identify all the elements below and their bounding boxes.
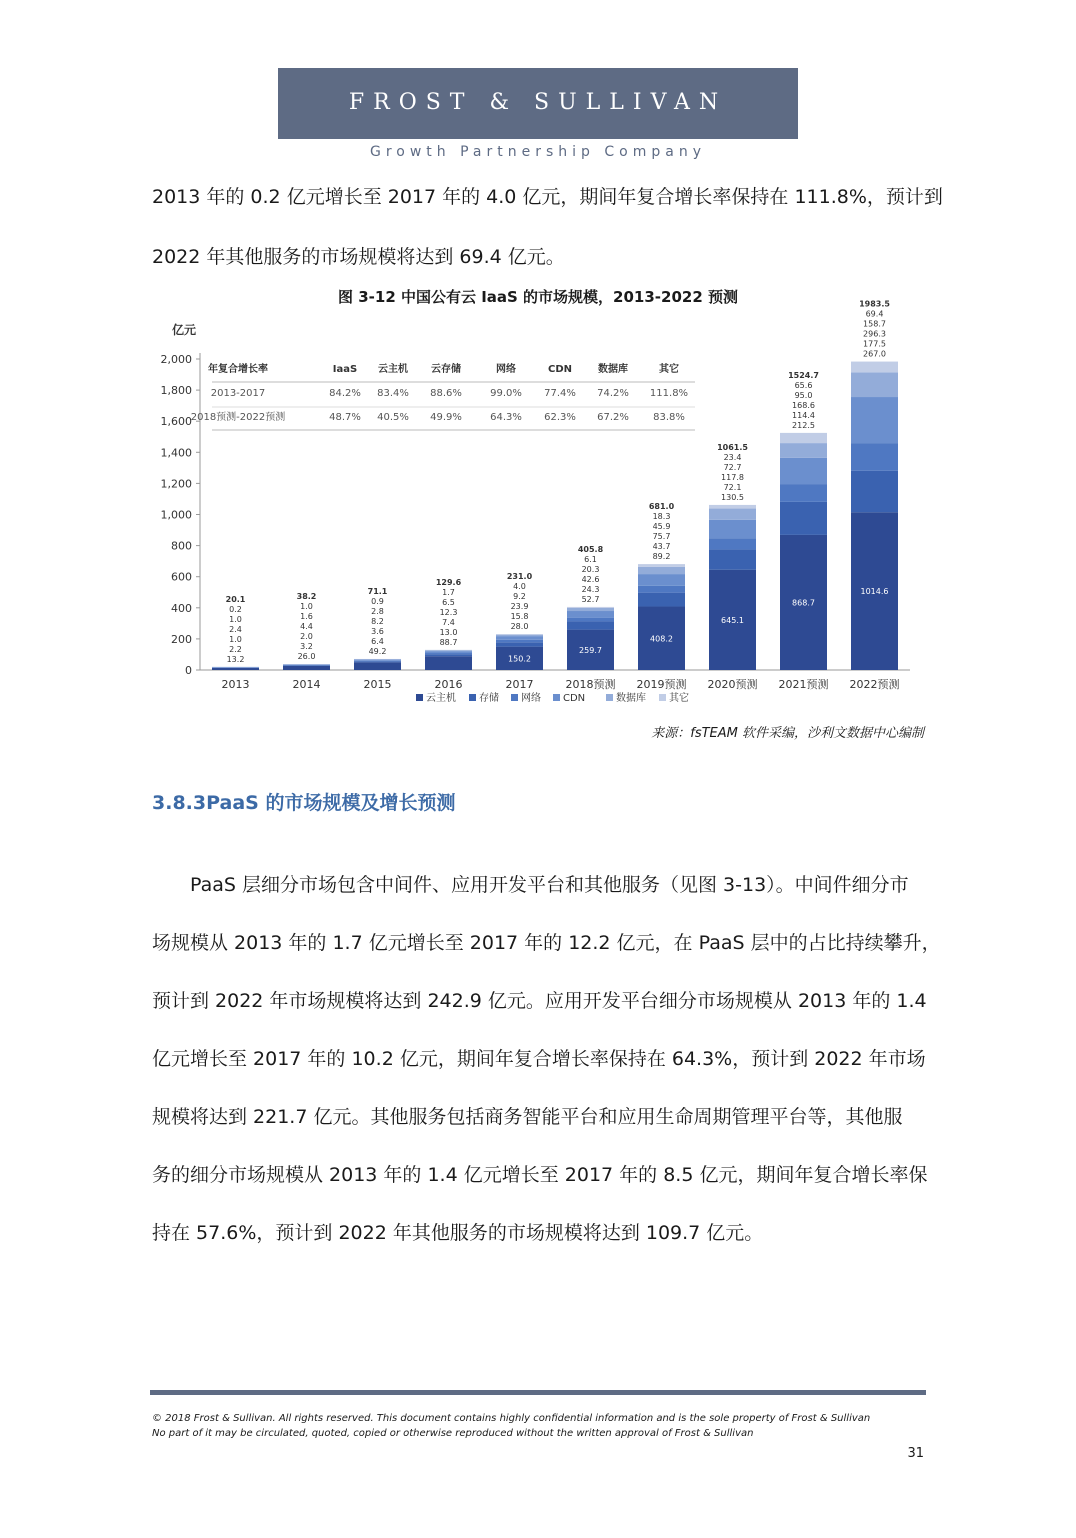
x-tick-label: 2014 (292, 678, 321, 691)
data-label: 24.3 (581, 584, 600, 594)
data-label: 23.9 (510, 602, 529, 612)
bar-segment (709, 520, 756, 538)
x-tick-label: 2013 (221, 678, 250, 691)
bar-segment (425, 653, 472, 654)
data-label: 4.0 (513, 582, 526, 592)
bar-segment (638, 574, 685, 586)
table-header-cell: 云存储 (431, 364, 461, 375)
bar-segment (567, 611, 614, 618)
legend-swatch (606, 694, 613, 701)
data-label: 4.4 (300, 622, 313, 632)
x-tick-label: 2017 (505, 678, 534, 691)
data-label: 3.2 (300, 642, 313, 652)
table-cell: 83.4% (377, 388, 409, 399)
y-tick-label: 400 (171, 601, 192, 615)
data-label: 150.2 (508, 654, 531, 664)
bar-segment (638, 593, 685, 607)
table-cell: 62.3% (544, 412, 576, 423)
x-tick-label: 2016 (434, 678, 463, 691)
data-label: 1.0 (300, 602, 313, 612)
data-label: 212.5 (792, 420, 815, 430)
bar-segment (283, 666, 330, 670)
bar-segment (354, 659, 401, 660)
total-label: 20.1 (225, 594, 246, 604)
bar-segment (709, 509, 756, 520)
intro-line-2: 2022 年其他服务的市场规模将达到 69.4 亿元。 (152, 246, 565, 268)
bar-segment (425, 656, 472, 670)
y-unit-label: 亿元 (172, 323, 197, 337)
footer-copyright: © 2018 Frost & Sullivan. All rights reserved. This document contains highly confidential information and is the sole property of Frost & Sullivan (152, 1413, 871, 1424)
total-label: 129.6 (435, 577, 462, 587)
chart-svg (150, 299, 926, 714)
data-label: 177.5 (863, 339, 886, 349)
data-label: 72.7 (723, 462, 742, 472)
bar-segment (567, 618, 614, 622)
bar-segment (638, 564, 685, 567)
table-header-cell: 其它 (659, 364, 679, 375)
data-label: 49.2 (368, 646, 387, 656)
bar-segment (780, 458, 827, 484)
data-label: 2.8 (371, 606, 384, 616)
data-label: 259.7 (579, 645, 602, 655)
data-label: 43.7 (652, 542, 671, 552)
data-label: 69.4 (865, 309, 884, 319)
legend-swatch (416, 694, 423, 701)
data-label: 2.2 (229, 644, 242, 654)
bar-segment (851, 471, 898, 513)
data-label: 28.0 (510, 622, 529, 632)
section-heading: 3.8.3PaaS 的市场规模及增长预测 (152, 792, 456, 814)
bar-segment (567, 608, 614, 611)
table-cell: 64.3% (490, 412, 522, 423)
data-label: 18.3 (652, 512, 671, 522)
y-tick-label: 2,000 (160, 353, 192, 366)
bar-segment (425, 651, 472, 653)
legend-swatch (659, 694, 666, 701)
bar-segment (567, 621, 614, 629)
data-label: 158.7 (863, 319, 886, 329)
data-label: 168.6 (792, 400, 815, 410)
bar-segment (780, 484, 827, 502)
bar-segment (425, 650, 472, 651)
bar-segment (283, 665, 330, 666)
body-line-6: 务的细分市场规模从 2013 年的 1.4 亿元增长至 2017 年的 8.5 亿元，期间年复合增长率保 (152, 1164, 928, 1186)
bar-segment (354, 661, 401, 662)
bar-segment (851, 443, 898, 471)
body-line-2: 场规模从 2013 年的 1.7 亿元增长至 2017 年的 12.2 亿元，在 PaaS 层中的占比持续攀升， (152, 932, 941, 954)
bar-segment (780, 443, 827, 458)
legend-label: 云主机 (426, 693, 456, 704)
body-line-1: PaaS 层细分市场包含中间件、应用开发平台和其他服务（见图 3-13）。中间件细分市 (190, 874, 909, 896)
data-label: 2.4 (229, 624, 242, 634)
total-label: 71.1 (367, 586, 388, 596)
y-tick-label: 1,000 (160, 508, 192, 522)
bar-segment (638, 586, 685, 593)
data-label: 2.0 (300, 632, 313, 642)
bar-segment (496, 642, 543, 646)
body-line-3: 预计到 2022 年市场规模将达到 242.9 亿元。应用开发平台细分市场规模从 2013 年的 1.4 (152, 990, 927, 1012)
body-line-4: 亿元增长至 2017 年的 10.2 亿元，期间年复合增长率保持在 64.3%，预计到 2022 年市场 (152, 1048, 926, 1070)
data-label: 868.7 (792, 598, 815, 608)
table-cell: 99.0% (490, 388, 522, 399)
bar-segment (851, 362, 898, 373)
y-tick-label: 0 (185, 664, 192, 677)
y-tick-label: 800 (171, 539, 192, 553)
data-label: 1.0 (229, 614, 242, 624)
data-label: 0.9 (371, 596, 384, 606)
bar-segment (354, 662, 401, 670)
data-label: 8.2 (371, 616, 384, 626)
data-label: 12.3 (439, 607, 458, 617)
table-header-cell: IaaS (332, 364, 358, 375)
data-label: 0.2 (229, 604, 242, 614)
data-label: 114.4 (792, 410, 815, 420)
data-label: 95.0 (794, 390, 813, 400)
legend-label: 存储 (479, 693, 499, 704)
data-label: 117.8 (721, 472, 744, 482)
data-label: 9.2 (513, 592, 526, 602)
data-label: 7.4 (442, 617, 455, 627)
data-label: 6.1 (584, 554, 597, 564)
table-cell: 88.6% (430, 388, 462, 399)
table-cell: 49.9% (430, 412, 462, 423)
legend-swatch (553, 694, 560, 701)
data-label: 296.3 (863, 329, 886, 339)
data-label: 408.2 (650, 634, 673, 644)
data-label: 1.0 (229, 634, 242, 644)
data-label: 6.4 (371, 636, 384, 646)
table-cell: 2013-2017 (210, 388, 266, 399)
chart (150, 299, 926, 714)
data-label: 26.0 (297, 652, 316, 662)
legend-label: 其它 (669, 693, 689, 704)
x-tick-label: 2019预测 (636, 678, 687, 691)
data-label: 13.0 (439, 627, 458, 637)
bar-segment (212, 668, 259, 670)
table-cell: 67.2% (597, 412, 629, 423)
bar-segment (851, 372, 898, 397)
y-tick-label: 1,200 (160, 477, 192, 491)
x-tick-label: 2021预测 (778, 678, 829, 691)
data-label: 130.5 (721, 492, 744, 502)
legend-label: 网络 (521, 693, 541, 704)
table-cell: 74.2% (597, 388, 629, 399)
figure-title: 图 3-12 中国公有云 IaaS 的市场规模，2013-2022 预测 (338, 288, 738, 306)
data-label: 65.6 (794, 380, 813, 390)
bar-segment (780, 433, 827, 443)
table-header-cell: 年复合增长率 (208, 364, 268, 375)
table-header-cell: 云主机 (378, 364, 408, 375)
bar-segment (212, 667, 259, 668)
logo-text: FROST & SULLIVAN (348, 90, 728, 115)
bar-segment (425, 654, 472, 656)
data-label: 1014.6 (860, 587, 889, 597)
table-cell: 2018预测-2022预测 (190, 412, 286, 423)
table-cell: 83.8% (653, 412, 685, 423)
logo-banner (278, 68, 798, 139)
table-cell: 40.5% (377, 412, 409, 423)
bar-segment (709, 538, 756, 549)
legend-label: 数据库 (616, 693, 646, 704)
total-label: 38.2 (296, 592, 317, 602)
data-label: 45.9 (652, 522, 671, 532)
logo-tagline: Growth Partnership Company (369, 144, 706, 160)
data-label: 6.5 (442, 597, 455, 607)
bar-segment (496, 640, 543, 642)
bar-segment (638, 567, 685, 574)
total-label: 1524.7 (788, 370, 819, 380)
x-tick-label: 2015 (363, 678, 392, 691)
x-tick-label: 2022预测 (849, 678, 900, 691)
y-tick-label: 1,400 (160, 446, 192, 460)
bar-segment (496, 635, 543, 636)
y-tick-label: 1,800 (160, 384, 192, 398)
table-header-cell: 网络 (496, 364, 516, 375)
bar-segment (567, 607, 614, 608)
table-header-cell: 数据库 (598, 364, 628, 375)
total-label: 1983.5 (859, 299, 890, 309)
figure-source: 来源：fsTEAM 软件采编，沙利文数据中心编制 (651, 726, 924, 741)
table-cell: 77.4% (544, 388, 576, 399)
data-label: 3.6 (371, 626, 384, 636)
bar-segment (354, 661, 401, 662)
y-tick-label: 200 (171, 632, 192, 646)
page-number: 31 (907, 1446, 924, 1461)
y-tick-label: 600 (171, 570, 192, 584)
data-label: 23.4 (723, 452, 742, 462)
data-label: 42.6 (581, 574, 600, 584)
bar-segment (496, 634, 543, 635)
body-line-7: 持在 57.6%，预计到 2022 年其他服务的市场规模将达到 109.7 亿元。 (152, 1222, 764, 1244)
bar-segment (709, 549, 756, 569)
data-label: 267.0 (863, 349, 886, 359)
footer-rule (150, 1390, 926, 1395)
legend-swatch (511, 694, 518, 701)
data-label: 15.8 (510, 612, 529, 622)
total-label: 681.0 (648, 502, 675, 512)
legend-swatch (469, 694, 476, 701)
data-label: 88.7 (439, 637, 458, 647)
bar-segment (851, 397, 898, 443)
footer-notice: No part of it may be circulated, quoted, copied or otherwise reproduced without the written approval of Frost & Sullivan (152, 1428, 754, 1439)
data-label: 89.2 (652, 552, 671, 562)
data-label: 72.1 (723, 482, 742, 492)
bar-segment (496, 636, 543, 640)
total-label: 231.0 (506, 572, 533, 582)
data-label: 13.2 (226, 654, 245, 664)
body-line-5: 规模将达到 221.7 亿元。其他服务包括商务智能平台和应用生命周期管理平台等，其他服 (152, 1106, 903, 1128)
data-label: 52.7 (581, 594, 600, 604)
intro-line-1: 2013 年的 0.2 亿元增长至 2017 年的 4.0 亿元，期间年复合增长率保持在 111.8%，预计到 (152, 186, 943, 208)
x-tick-label: 2018预测 (565, 678, 616, 691)
table-cell: 48.7% (329, 412, 361, 423)
table-cell: 111.8% (649, 388, 689, 399)
bar-segment (780, 502, 827, 535)
data-label: 20.3 (581, 564, 600, 574)
bar-segment (354, 660, 401, 661)
table-cell: 84.2% (329, 388, 361, 399)
x-tick-label: 2020预测 (707, 678, 758, 691)
total-label: 1061.5 (717, 442, 748, 452)
data-label: 1.7 (442, 587, 455, 597)
data-label: 1.6 (300, 612, 313, 622)
bar-segment (709, 505, 756, 509)
data-label: 645.1 (721, 615, 744, 625)
legend-label: CDN (563, 693, 586, 704)
table-header-cell: CDN (547, 364, 573, 375)
y-tick-label: 1,600 (160, 415, 192, 429)
bar-segment (283, 664, 330, 665)
data-label: 75.7 (652, 532, 671, 542)
total-label: 405.8 (577, 544, 604, 554)
